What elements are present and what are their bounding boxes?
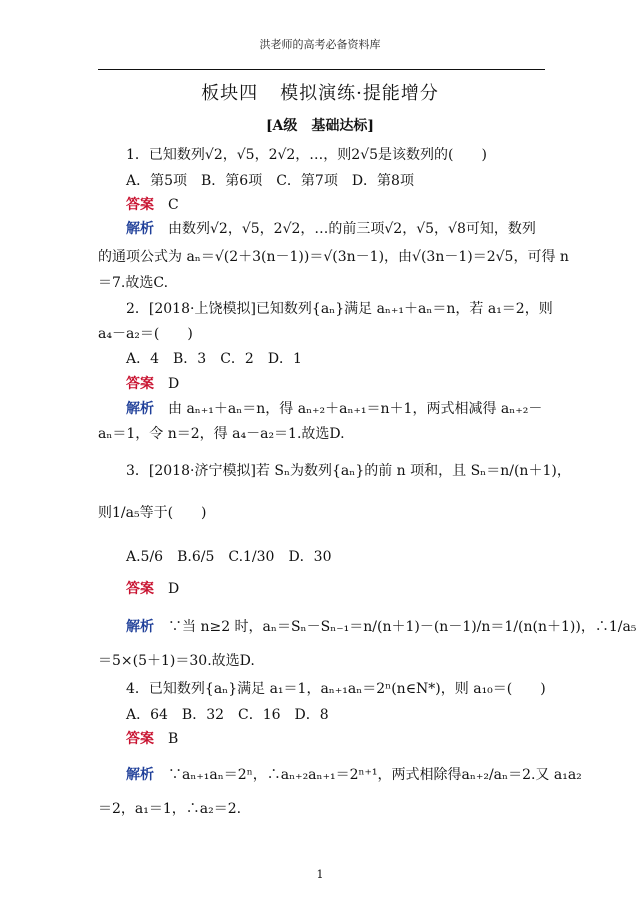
q3-analysis-row [126,618,637,636]
q2-answer-row [126,375,576,393]
q1-options: A．第5项 B．第6项 C．第7项 D．第8项 [126,173,414,189]
q3-answer-row [126,580,576,598]
q1-analysis-2: 的通项公式为 aₙ＝√(2＋3(n－1))＝√(3n－1)，由√(3n－1)＝2√5，可得 n [98,249,569,265]
q4-options: A．64 B．32 C．16 D．8 [126,707,329,723]
q3-answer: D [168,581,180,597]
q2-analysis-row [126,400,576,418]
header-rule [98,69,545,70]
q3-options: A.5/6 B.6/5 C.1/30 D．30 [126,549,332,565]
page-header: 洪老师的高考必备资料库 [259,38,381,51]
q1-analysis-1: 由数列√2，√5，2√2，…的前三项√2，√5，√8可知，数列 [168,221,536,237]
analysis-label: 解析 [126,401,154,417]
q1-answer-row [126,196,576,214]
analysis-label: 解析 [126,221,154,237]
section-title [0,79,640,105]
analysis-label: 解析 [126,619,154,635]
section-title-part-a: 板块四 [201,83,259,104]
level-subtitle: [A级 基础达标] [265,118,375,134]
answer-label: 答案 [126,376,154,392]
q4-analysis-1: ∵aₙ₊₁aₙ＝2ⁿ，∴aₙ₊₂aₙ₊₁＝2ⁿ⁺¹，两式相除得aₙ₊₂/aₙ＝2.又 a₁a₂ [168,767,582,783]
q2-analysis-2: aₙ＝1，令 n＝2，得 a₄－a₂＝1.故选D. [98,426,345,442]
analysis-label: 解析 [126,767,154,783]
q2-answer: D [168,376,180,392]
q1-stem: 1．已知数列√2，√5，2√2，…，则2√5是该数列的( ) [126,147,487,163]
q2-options: A．4 B．3 C．2 D．1 [126,351,302,367]
section-title-part-b: 模拟演练·提能增分 [280,83,439,104]
q4-answer-row [126,730,576,748]
q3-stem: 3．[2018·济宁模拟]若 Sₙ为数列{aₙ}的前 n 项和，且 Sₙ＝n/(n＋1)， [126,463,571,479]
q1-analysis-3: ＝7.故选C. [98,275,169,291]
answer-label: 答案 [126,731,154,747]
q3-analysis-1: ∵当 n≥2 时，aₙ＝Sₙ－Sₙ₋₁＝n/(n＋1)－(n－1)/n＝1/(n(n＋1))，∴1/a₅ [168,619,637,635]
q4-answer: B [168,731,179,747]
q2-analysis-1: 由 aₙ₊₁＋aₙ＝n，得 aₙ₊₂＋aₙ₊₁＝n＋1，两式相减得 aₙ₊₂－ [168,401,543,417]
answer-label: 答案 [126,197,154,213]
q3-stem-2: 则1/a₅等于( ) [98,505,207,521]
q4-stem: 4．已知数列{aₙ}满足 a₁＝1，aₙ₊₁aₙ＝2ⁿ(n∈N*)，则 a₁₀＝( ) [126,681,546,697]
q4-analysis-row [126,766,582,784]
q2-stem-2: a₄－a₂＝( ) [98,326,193,342]
q1-answer: C [168,197,179,213]
answer-label: 答案 [126,581,154,597]
q1-analysis-row [126,220,576,238]
q2-stem: 2．[2018·上饶模拟]已知数列{aₙ}满足 aₙ₊₁＋aₙ＝n，若 a₁＝2，则 [126,301,553,317]
page-number: 1 [316,868,324,881]
q4-analysis-2: ＝2，a₁＝1，∴a₂＝2. [98,801,242,817]
q3-analysis-2: ＝5×(5＋1)＝30.故选D. [98,653,255,669]
